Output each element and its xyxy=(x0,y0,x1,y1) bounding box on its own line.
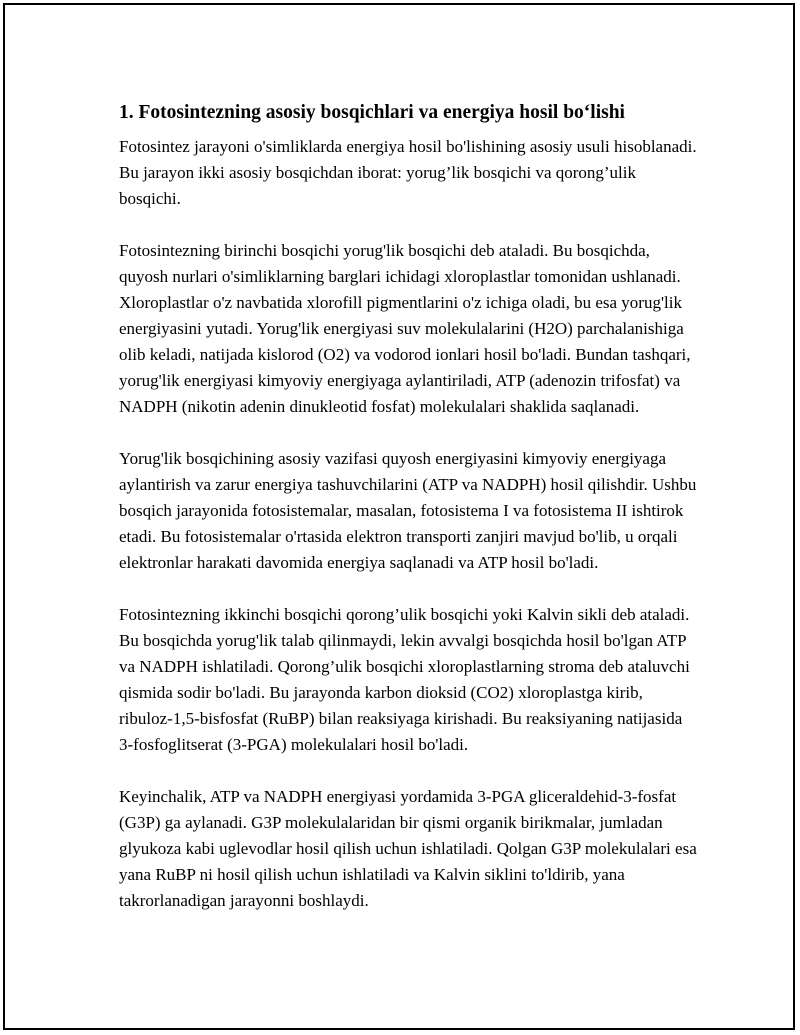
document-body xyxy=(119,99,699,940)
paragraph-calvin-cycle: Keyinchalik, ATP va NADPH energiyasi yordamida 3-PGA gliceraldehid-3-fosfat (G3P) ga aylanadi. G3P molekulalaridan bir qismi organik birikmalar, jumladan glyukoza kabi uglevodlar hosil qilish uchun ishlatiladi. Qolgan G3P molekulalari esa yana RuBP ni hosil qilish uchun ishlatiladi va Kalvin siklini to'ldirib, yana takrorlanadigan jarayonni boshlaydi. xyxy=(119,787,697,910)
paragraph-light-stage: Fotosintezning birinchi bosqichi yorug'lik bosqichi deb ataladi. Bu bosqichda, quyosh nurlari o'simliklarning barglari ichidagi xloroplastlar tomonidan ushlanadi. Xloroplastlar o'z navbatida xlorofill pigmentlarini o'z ichiga oladi, bu esa yorug'lik energiyasini yutadi. Yorug'lik energiyasi suv molekulalarini (H2O) parchalanishiga olib keladi, natijada kislorod (O2) va vodorod ionlari hosil bo'ladi. Bundan tashqari, yorug'lik energiyasi kimyoviy energiyaga aylantiriladi, ATP (adenozin trifosfat) va NADPH (nikotin adenin dinukleotid fosfat) molekulalari shaklida saqlanadi. xyxy=(119,241,691,416)
paragraph-intro: Fotosintez jarayoni o'simliklarda energiya hosil bo'lishining asosiy usuli hisoblanadi. Bu jarayon ikki asosiy bosqichdan iborat: yorug’lik bosqichi va qorong’ulik bosqichi. xyxy=(119,137,697,208)
page-border xyxy=(3,3,795,1030)
section-heading: 1. Fotosintezning asosiy bosqichlari va energiya hosil bo‘lishi xyxy=(119,102,625,123)
paragraph-light-stage-function: Yorug'lik bosqichining asosiy vazifasi quyosh energiyasini kimyoviy energiyaga aylantirish va zarur energiya tashuvchilarini (ATP va NADPH) hosil qilishdir. Ushbu bosqich jarayonida fotosistemalar, masalan, fotosistema I va fotosistema II ishtirok etadi. Bu fotosistemalar o'rtasida elektron transporti zanjiri mavjud bo'lib, u orqali elektronlar harakati davomida energiya saqlanadi va ATP hosil bo'ladi. xyxy=(119,449,697,572)
paragraph-dark-stage: Fotosintezning ikkinchi bosqichi qorong’ulik bosqichi yoki Kalvin sikli deb ataladi. Bu bosqichda yorug'lik talab qilinmaydi, lekin avvalgi bosqichda hosil bo'lgan ATP va NADPH ishlatiladi. Qorong’ulik bosqichi xloroplastlarning stroma deb ataluvchi qismida sodir bo'ladi. Bu jarayonda karbon dioksid (CO2) xloroplastga kirib, ribuloz-1,5-bisfosfat (RuBP) bilan reaksiyaga kirishadi. Bu reaksiyaning natijasida 3-fosfoglitserat (3-PGA) molekulalari hosil bo'ladi. xyxy=(119,605,690,754)
